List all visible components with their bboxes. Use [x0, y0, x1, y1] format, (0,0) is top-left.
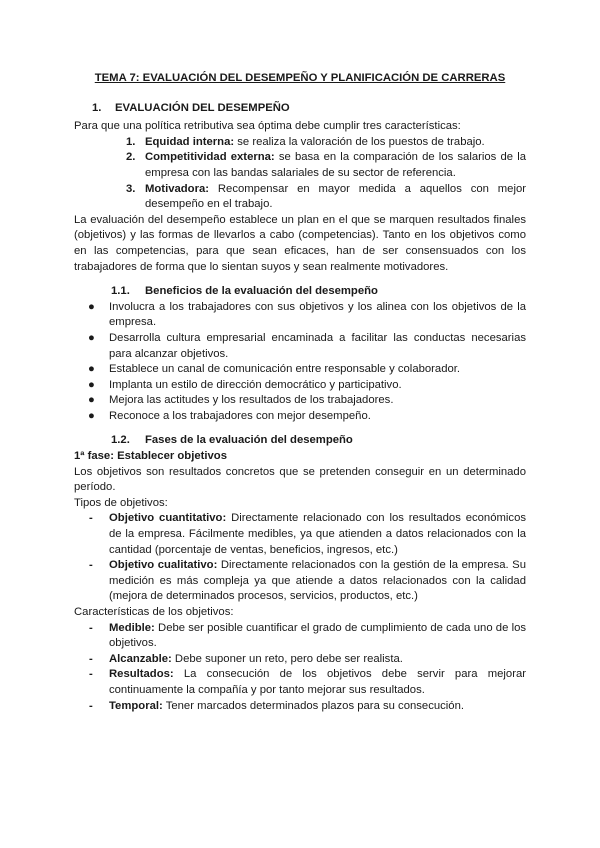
- list-item: [89, 652, 526, 668]
- item-text: Directamente relacionados con la gestión de la empresa. Su medición es más compleja ya que atiende a datos relacionados con la calidad (mejora de determinados procesos, servicios, productos, etc.): [109, 559, 527, 603]
- list-item: [88, 393, 526, 409]
- types-label: Tipos de objetivos:: [74, 496, 168, 509]
- document-content: [74, 71, 526, 714]
- list-item: [88, 409, 526, 425]
- list-item: [88, 331, 526, 362]
- bullet-icon: ●: [88, 331, 95, 344]
- item-term: Objetivo cuantitativo:: [109, 512, 227, 525]
- item-text: Debe ser posible cuantificar el grado de cumplimiento de cada uno de los objetivos.: [109, 621, 527, 650]
- benefits-list: [74, 300, 526, 425]
- subsection-title: Beneficios de la evaluación del desempeño: [145, 285, 378, 298]
- item-term: Motivadora:: [145, 182, 210, 195]
- item-term: Objetivo cualitativo:: [109, 559, 218, 572]
- subsection-number: 1.1.: [111, 285, 130, 298]
- objective-features-list: [74, 621, 526, 715]
- bullet-icon: ●: [88, 394, 95, 407]
- phase-1-heading: 1ª fase: Establecer objetivos: [74, 450, 227, 463]
- bullet-icon: ●: [88, 363, 95, 376]
- item-term: Medible:: [109, 621, 155, 634]
- item-text: Debe suponer un reto, pero debe ser realista.: [174, 652, 403, 665]
- item-text: Desarrolla cultura empresarial encaminada a facilitar las conductas necesarias para alcanzar objetivos.: [109, 331, 526, 360]
- subsection-number: 1.2.: [111, 434, 130, 447]
- list-item: [89, 699, 526, 715]
- list-item: [89, 667, 526, 698]
- section-number: 1.: [92, 101, 102, 114]
- list-item: [89, 511, 526, 558]
- dash-marker: -: [89, 668, 93, 681]
- item-term: Resultados:: [109, 668, 174, 681]
- list-number: 3.: [126, 182, 136, 195]
- bullet-icon: ●: [88, 378, 95, 391]
- subsection-title: Fases de la evaluación del desempeño: [145, 434, 353, 447]
- item-text: La consecución de los objetivos debe servir para mejorar continuamente la compañía y por tanto mejorar sus resultados.: [109, 668, 527, 696]
- phase-1-text: Los objetivos son resultados concretos que se pretenden conseguir en un determinado período.: [74, 465, 526, 494]
- document-title: TEMA 7: EVALUACIÓN DEL DESEMPEÑO Y PLANIFICACIÓN DE CARRERAS: [94, 72, 506, 84]
- item-term: Competitividad externa:: [145, 151, 275, 164]
- item-text: Involucra a los trabajadores con sus objetivos y los alinea con los objetivos de la empresa.: [109, 300, 526, 329]
- objective-types-list: [74, 511, 526, 605]
- list-item: [88, 378, 526, 394]
- dash-marker: -: [89, 621, 93, 634]
- section-title: EVALUACIÓN DEL DESEMPEÑO: [115, 101, 290, 114]
- item-text: Directamente relacionado con los resultados económicos de la empresa. Fácilmente medibles, ya que atienden a datos relacionados con la cantidad (porcentaje de ventas, beneficios, ingresos, etc.): [109, 512, 526, 556]
- item-text: Recompensar en mayor medida a aquellos con mejor desempeño en el trabajo.: [145, 182, 527, 211]
- section-1-2-heading: [74, 433, 526, 449]
- item-term: Equidad interna:: [145, 135, 235, 148]
- item-term: Alcanzable:: [109, 652, 172, 665]
- list-item: [126, 182, 526, 213]
- section-1-heading: [74, 101, 526, 117]
- item-text: Reconoce a los trabajadores con mejor desempeño.: [109, 409, 371, 422]
- characteristics-list: [74, 135, 526, 213]
- dash-marker: -: [89, 699, 93, 712]
- list-item: [88, 300, 526, 331]
- item-text: Mejora las actitudes y los resultados de los trabajadores.: [109, 394, 394, 407]
- dash-marker: -: [89, 652, 93, 665]
- list-item: [89, 621, 526, 652]
- section-1-paragraph: La evaluación del desempeño establece un plan en el que se marquen resultados finales (objetivos) y las formas de llevarlos a cabo (competencias). Tanto en los objetivos como en las competencias, para que sean eficaces, han de ser consensuados con los trabajadores de forma que lo sientan suyos y sean realmente motivadores.: [74, 213, 526, 273]
- list-item: [126, 135, 526, 151]
- item-text: Tener marcados determinados plazos para su consecución.: [165, 699, 464, 712]
- bullet-icon: ●: [88, 409, 95, 422]
- list-item: [89, 558, 526, 605]
- item-text: se realiza la valoración de los puestos de trabajo.: [237, 135, 485, 148]
- list-number: 2.: [126, 151, 136, 164]
- section-1-intro: Para que una política retributiva sea óptima debe cumplir tres características:: [74, 120, 461, 133]
- list-item: [126, 150, 526, 181]
- dash-marker: -: [89, 512, 93, 525]
- item-text: Establece un canal de comunicación entre responsable y colaborador.: [109, 363, 461, 376]
- section-1-1-heading: [74, 284, 526, 300]
- item-text: Implanta un estilo de dirección democrático y participativo.: [109, 378, 402, 391]
- item-text: se basa en la comparación de los salarios de la empresa con las bandas salariales de su sector de referencia.: [145, 151, 526, 179]
- list-number: 1.: [126, 135, 136, 148]
- list-item: [88, 362, 526, 378]
- bullet-icon: ●: [88, 300, 95, 313]
- dash-marker: -: [89, 559, 93, 572]
- features-label: Características de los objetivos:: [74, 606, 234, 618]
- item-term: Temporal:: [109, 699, 163, 712]
